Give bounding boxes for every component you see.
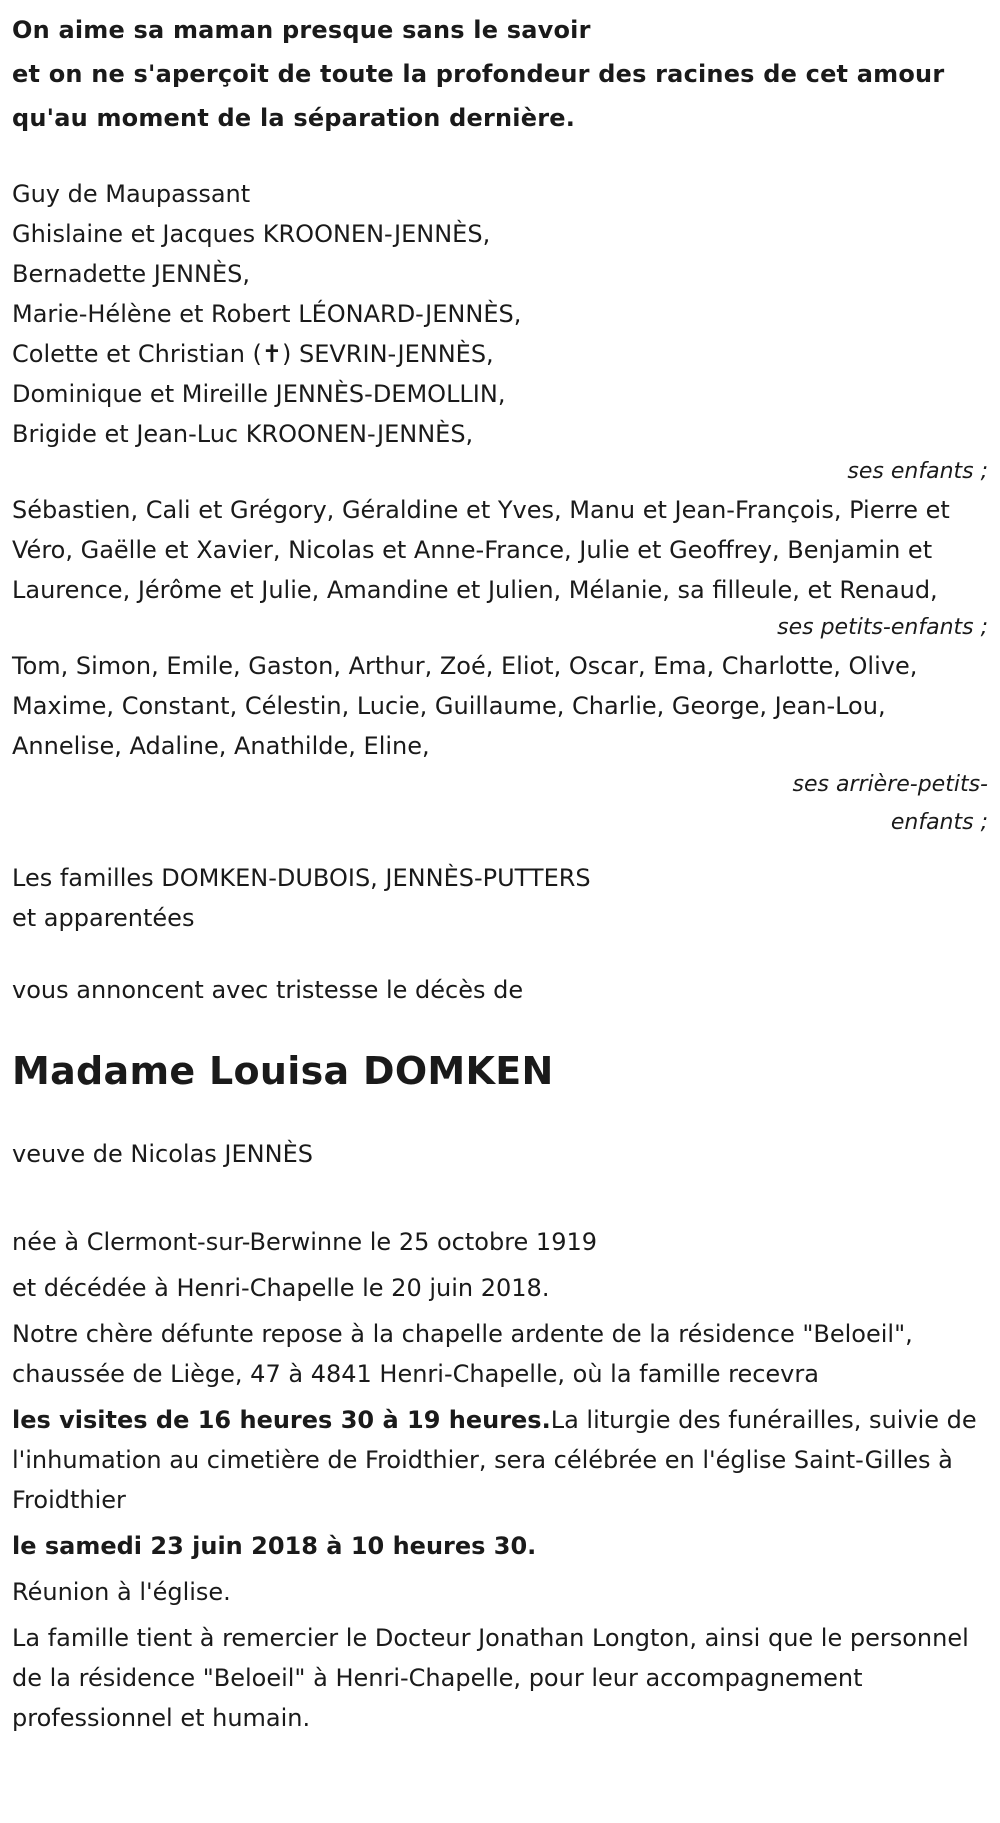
child-entry: Colette et Christian (✝) SEVRIN-JENNÈS, [12, 340, 494, 368]
quote-line-3: qu'au moment de la séparation dernière. [12, 104, 576, 132]
deceased-name: Madame Louisa DOMKEN [12, 1049, 554, 1093]
rest-text: Notre chère défunte repose à la chapelle ardente de la résidence "Beloeil", chaussée de Liège, 47 à 4841 Henri-Chapelle, où la famille recevra [12, 1320, 913, 1388]
child-entry: Brigide et Jean-Luc KROONEN-JENNÈS, [12, 420, 474, 448]
visits-paragraph [12, 1400, 988, 1520]
ceremony-date: le samedi 23 juin 2018 à 10 heures 30. [12, 1532, 537, 1560]
widow-of-text: veuve de Nicolas JENNÈS [12, 1140, 313, 1168]
families-line-1: Les familles DOMKEN-DUBOIS, JENNÈS-PUTTERS [12, 864, 591, 892]
child-entry: Ghislaine et Jacques KROONEN-JENNÈS, [12, 220, 491, 248]
child-entry: Dominique et Mireille JENNÈS-DEMOLLIN, [12, 380, 506, 408]
child-entry: Bernadette JENNÈS, [12, 260, 250, 288]
children-list [12, 214, 988, 454]
families-block [12, 858, 988, 938]
quote-line-1: On aime sa maman presque sans le savoir [12, 16, 591, 44]
children-role: ses enfants ; [847, 459, 988, 484]
grandchildren-list: Sébastien, Cali et Grégory, Géraldine et Yves, Manu et Jean-François, Pierre et Véro, Gaëlle et Xavier, Nicolas et Anne-France, Julie et Geoffrey, Benjamin et Laurence, Jérôme et Julie, Amandine et Julien, Mélanie, sa filleule, et Renaud, [12, 496, 950, 604]
meeting-text: Réunion à l'église. [12, 1578, 231, 1606]
liturgy-text: La liturgie des funérailles, suivie de l'inhumation au cimetière de Froidthier, sera célébrée en l'église Saint-Gilles à Froidthier [12, 1406, 977, 1514]
opening-quote [12, 8, 988, 140]
great-grandchildren-role: ses arrière-petits-enfants ; [792, 772, 988, 835]
thanks-text: La famille tient à remercier le Docteur Jonathan Longton, ainsi que le personnel de la résidence "Beloeil" à Henri-Chapelle, pour leur accompagnement professionnel et humain. [12, 1624, 969, 1732]
announcement-text: vous annoncent avec tristesse le décès de [12, 976, 524, 1004]
birth-text: née à Clermont-sur-Berwinne le 25 octobre 1919 [12, 1228, 597, 1256]
families-line-2: et apparentées [12, 904, 195, 932]
great-grandchildren-list: Tom, Simon, Emile, Gaston, Arthur, Zoé, Eliot, Oscar, Ema, Charlotte, Olive, Maxime, Constant, Célestin, Lucie, Guillaume, Charlie, George, Jean-Lou, Annelise, Adaline, Anathilde, Eline, [12, 652, 918, 760]
quote-author: Guy de Maupassant [12, 180, 251, 208]
grandchildren-role: ses petits-enfants ; [777, 615, 988, 640]
death-text: et décédée à Henri-Chapelle le 20 juin 2018. [12, 1274, 550, 1302]
visits-hours: les visites de 16 heures 30 à 19 heures. [12, 1406, 551, 1434]
child-entry: Marie-Hélène et Robert LÉONARD-JENNÈS, [12, 300, 522, 328]
quote-line-2: et on ne s'aperçoit de toute la profondeur des racines de cet amour [12, 60, 945, 88]
